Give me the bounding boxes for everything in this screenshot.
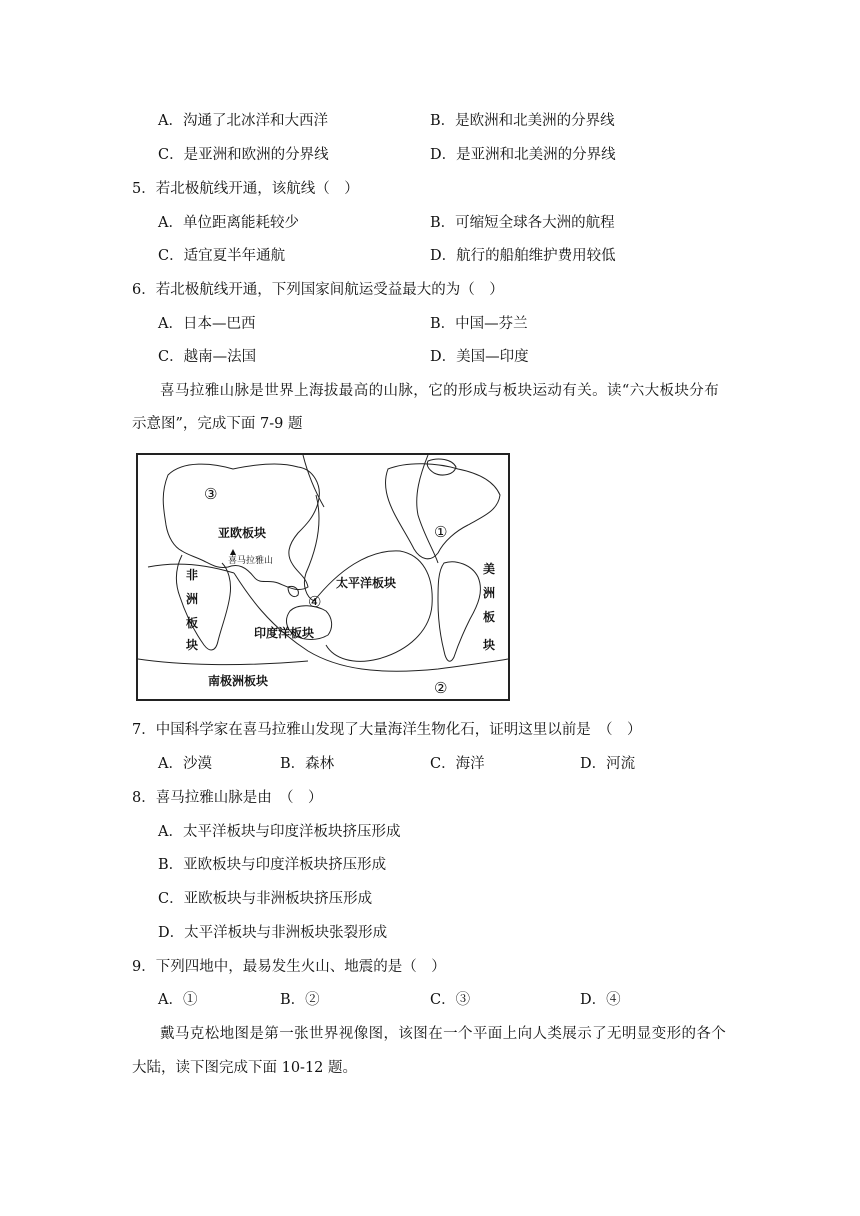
q7-option-a: A．沙漠 [158, 756, 212, 772]
plates-map [136, 453, 510, 701]
label-himalaya: 喜马拉雅山 [228, 556, 274, 566]
q9-option-c: C．③ [430, 992, 471, 1008]
label-african-3: 板 [186, 616, 199, 630]
q7-option-d: D．河流 [580, 756, 636, 772]
label-american-2: 洲 [483, 586, 496, 600]
passage-dymaxion-line1: 戴马克松地图是第一张世界视像图，该图在一个平面上向人类展示了无明显变形的各个 [160, 1026, 727, 1042]
marker-1: ① [434, 523, 448, 541]
q6-option-c: C．越南—法国 [158, 349, 257, 365]
q5-option-c: C．适宜夏半年通航 [158, 248, 286, 264]
q8-option-a: A．太平洋板块与印度洋板块挤压形成 [158, 824, 401, 840]
label-american-4: 块 [483, 638, 496, 652]
q4-option-b: B．是欧洲和北美洲的分界线 [430, 113, 615, 129]
q6-option-a: A．日本—巴西 [158, 316, 256, 332]
label-african-4: 块 [186, 638, 199, 652]
q5-stem: 5．若北极航线开通，该航线（ ） [132, 181, 359, 197]
q7-option-c: C．海洋 [430, 756, 485, 772]
label-eurasian-plate: 亚欧板块 [218, 526, 267, 540]
q7-stem: 7．中国科学家在喜马拉雅山发现了大量海洋生物化石，证明这里以前是 （ ） [132, 722, 642, 738]
q9-option-a: A．① [158, 992, 198, 1008]
label-antarctic-plate: 南极洲板块 [208, 674, 269, 688]
q4-option-a: A．沟通了北冰洋和大西洋 [158, 113, 328, 129]
q9-option-d: D．④ [580, 992, 621, 1008]
q4-option-c: C．是亚洲和欧洲的分界线 [158, 147, 329, 163]
marker-2: ② [434, 679, 448, 697]
passage-plates-line1: 喜马拉雅山脉是世界上海拔最高的山脉，它的形成与板块运动有关。读“六大板块分布 [160, 383, 720, 399]
label-indian-plate: 印度洋板块 [254, 626, 315, 640]
himalaya-marker-icon [230, 549, 236, 555]
q6-option-b: B．中国—芬兰 [430, 316, 528, 332]
label-african-2: 洲 [186, 592, 199, 606]
passage-plates-line2: 示意图”，完成下面 7-9 题 [132, 416, 303, 432]
q5-option-d: D．航行的船舶维护费用较低 [430, 248, 616, 264]
q8-option-d: D．太平洋板块与非洲板块张裂形成 [158, 925, 388, 941]
q5-option-a: A．单位距离能耗较少 [158, 215, 299, 231]
plates-map-svg [138, 455, 508, 699]
q8-stem: 8．喜马拉雅山脉是由 （ ） [132, 790, 323, 806]
q8-option-b: B．亚欧板块与印度洋板块挤压形成 [158, 857, 387, 873]
label-american-1: 美 [483, 562, 496, 576]
q8-option-c: C．亚欧板块与非洲板块挤压形成 [158, 891, 373, 907]
passage-dymaxion-line2: 大陆，读下图完成下面 10-12 题。 [132, 1060, 358, 1076]
q6-stem: 6．若北极航线开通，下列国家间航运受益最大的为（ ） [132, 282, 504, 298]
label-pacific-plate: 太平洋板块 [336, 576, 397, 590]
q9-option-b: B．② [280, 992, 320, 1008]
q6-option-d: D．美国—印度 [430, 349, 529, 365]
label-american-3: 板 [483, 610, 496, 624]
q7-option-b: B．森林 [280, 756, 335, 772]
q5-option-b: B．可缩短全球各大洲的航程 [430, 215, 615, 231]
marker-4: ④ [308, 593, 322, 611]
q9-stem: 9．下列四地中，最易发生火山、地震的是（ ） [132, 959, 446, 975]
q4-option-d: D．是亚洲和北美洲的分界线 [430, 147, 616, 163]
label-african-1: 非 [186, 568, 199, 582]
marker-3: ③ [204, 485, 218, 503]
